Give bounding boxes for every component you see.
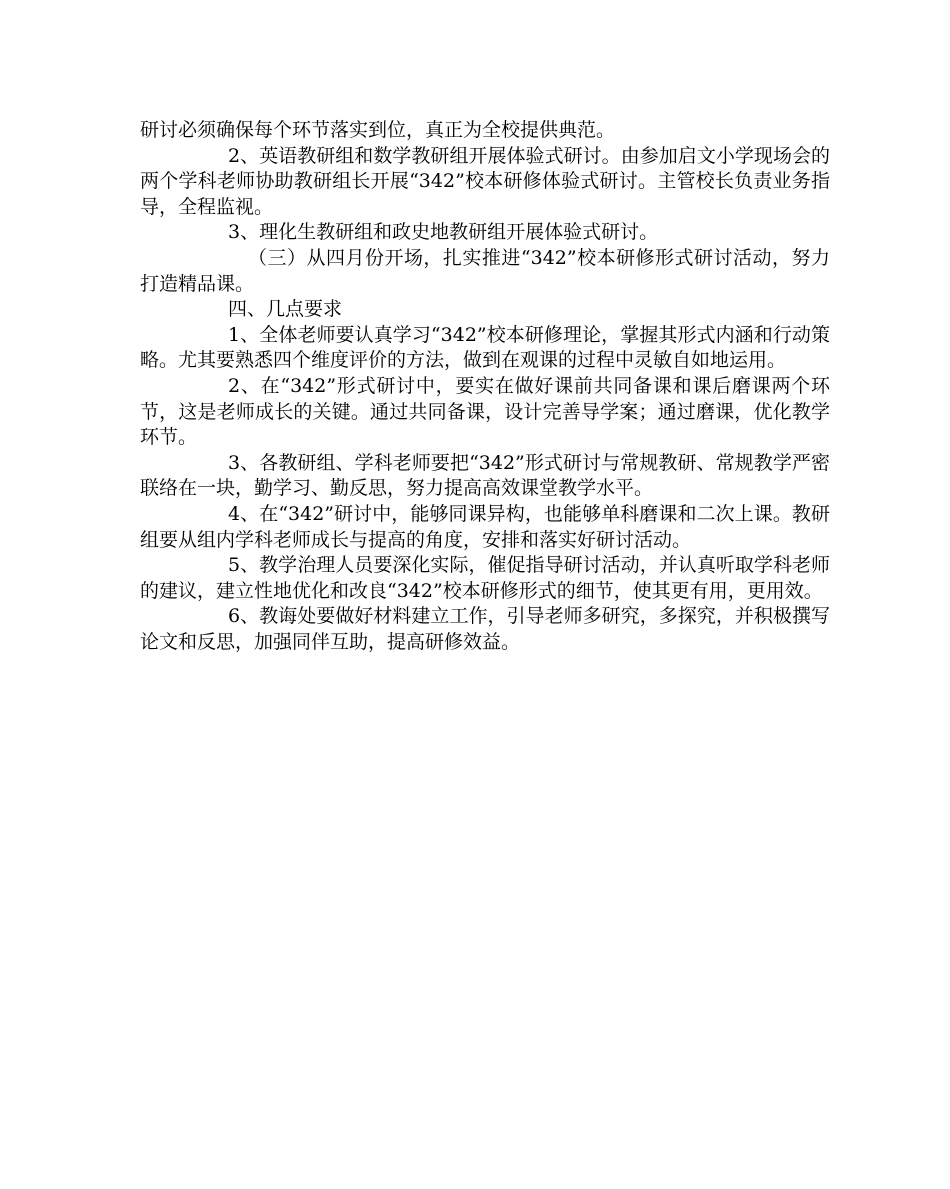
- section-heading-requirements: 四、几点要求: [228, 298, 343, 321]
- paragraph-item-2-english-math: 2、英语教研组和数学教研组开展体验式研讨。由参加启文小学现场会的两个学科老师协助教研组长开展“342”校本研修体验式研讨。主管校长负责业务指导，全程监视。: [140, 144, 830, 218]
- document-body: [140, 118, 830, 655]
- paragraph-continuation: 研讨必须确保每个环节落实到位，真正为全校提供典范。: [140, 119, 616, 141]
- paragraph-requirement-3: 3、各教研组、学科老师要把“342”形式研讨与常规教研、常规教学严密联络在一块，勤学习、勤反思，努力提高高效课堂教学水平。: [140, 451, 830, 500]
- paragraph-requirement-5: 5、教学治理人员要深化实际，催促指导研讨活动，并认真听取学科老师的建议，建立性地优化和改良“342”校本研修形式的细节，使其更有用，更用效。: [140, 554, 830, 602]
- paragraph-requirement-6: 6、教诲处要做好材料建立工作，引导老师多研究，多探究，并积极撰写论文和反思，加强同伴互助，提高研修效益。: [140, 605, 830, 653]
- paragraph-requirement-1: 1、全体老师要认真学习“342”校本研修理论，掌握其形式内涵和行动策略。尤其要熟悉四个维度评价的方法，做到在观课的过程中灵敏自如地运用。: [140, 323, 830, 372]
- paragraph-section-three: （三）从四月份开场，扎实推进“342”校本研修形式研讨活动，努力打造精品课。: [140, 246, 830, 295]
- paragraph-requirement-2: 2、在“342”形式研讨中，要实在做好课前共同备课和课后磨课两个环节，这是老师成长的关键。通过共同备课，设计完善导学案；通过磨课，优化教学环节。: [140, 374, 830, 449]
- paragraph-requirement-4: 4、在“342”研讨中，能够同课异构，也能够单科磨课和二次上课。教研组要从组内学科老师成长与提高的角度，安排和落实好研讨活动。: [140, 502, 830, 551]
- paragraph-item-3-science-humanities: 3、理化生教研组和政史地教研组开展体验式研讨。: [228, 221, 659, 244]
